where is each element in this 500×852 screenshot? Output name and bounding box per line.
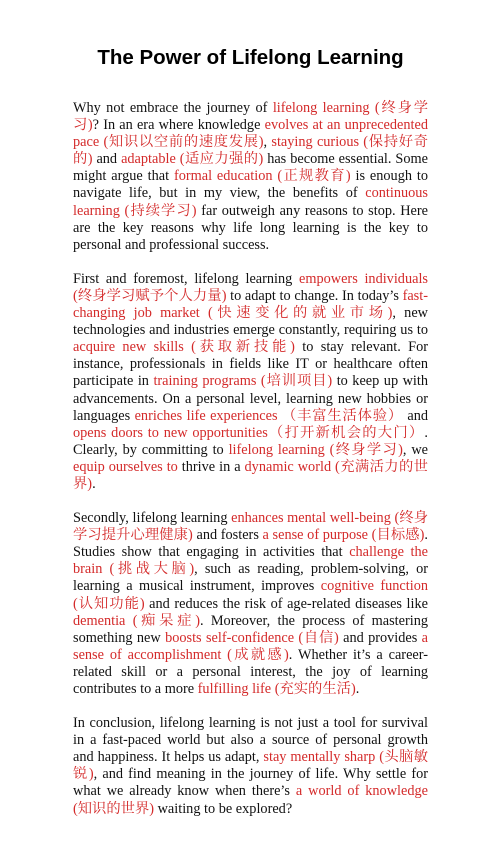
paragraph-text: and reduces the risk of age-related diseases like	[144, 595, 428, 612]
highlighted-phrase: a sense of accomplishment (成就感)	[73, 629, 428, 663]
paragraph-text: Secondly, lifelong learning	[73, 510, 232, 527]
highlighted-phrase: fast-changing job market (快速变化的就业市场)	[73, 287, 428, 322]
paragraph-text: has become essential. Some might argue that	[73, 151, 428, 185]
highlighted-phrase: continuous learning (持续学习)	[73, 185, 428, 219]
paragraph-text: ? In an era where knowledge	[92, 117, 265, 134]
highlighted-phrase: evolves at an unprecedented pace (知识以空前的速度发展)	[73, 117, 429, 151]
highlighted-phrase: enhances mental well-being (终身学习提升心理健康)	[73, 510, 429, 544]
highlighted-phrase: cognitive function (认知功能)	[73, 578, 429, 612]
highlighted-phrase: staying curious (保持好奇的)	[73, 134, 428, 168]
paragraph-text: waiting to be explored?	[154, 800, 293, 817]
paragraph-text: . Clearly, by committing to	[73, 424, 428, 458]
highlighted-phrase: fulfilling life (充实的生活)	[197, 681, 356, 697]
paragraph-conclusion	[73, 715, 428, 818]
highlighted-phrase: enriches life experiences （丰富生活体验）	[134, 407, 403, 424]
paragraph-text: to adapt to change. In today’s	[226, 287, 403, 304]
paragraph-text: , we	[402, 441, 428, 458]
paragraph-text: . Whether it’s a career-related skill or a personal interest, the joy of learning contributes to a more	[73, 646, 428, 697]
highlighted-phrase: a sense of purpose (目标感)	[262, 527, 425, 544]
paragraph-text: , and find meaning in the journey of life. Why settle for what we already know when there’s	[73, 766, 428, 800]
paragraph-text: , such as reading, problem-solving, or learning a musical instrument, improves	[73, 561, 428, 595]
paragraph-text: far outweigh any reasons to stop. Here are the key reasons why life long learning is the key to personal and professional success.	[73, 202, 428, 253]
highlighted-phrase: challenge the brain (挑战大脑)	[73, 544, 428, 578]
highlighted-phrase: acquire new skills (获取新技能)	[73, 339, 295, 356]
paragraph-text: and	[92, 151, 122, 168]
highlighted-phrase: equip ourselves to	[73, 458, 178, 475]
document-title: The Power of Lifelong Learning	[97, 46, 404, 69]
highlighted-phrase: lifelong learning (终身学习)	[73, 100, 428, 134]
highlighted-phrase: dementia (痴呆症)	[73, 612, 200, 629]
highlighted-phrase: formal education (正规教育)	[173, 168, 351, 185]
highlighted-phrase: boosts self-confidence (自信)	[165, 629, 339, 646]
highlighted-phrase: adaptable (适应力强的)	[121, 151, 264, 168]
paragraph-text: .	[355, 681, 360, 697]
highlighted-phrase: stay mentally sharp (头脑敏锐)	[73, 749, 428, 783]
highlighted-phrase: lifelong learning (终身学习)	[228, 441, 403, 458]
paragraph-text: and	[402, 407, 428, 424]
paragraph-text: and provides	[338, 629, 422, 646]
highlighted-phrase: dynamic world (充满活力的世界)	[73, 458, 428, 492]
paragraph-adaptation	[73, 271, 428, 493]
document-body	[73, 100, 428, 818]
highlighted-phrase: a world of knowledge (知识的世界)	[73, 783, 428, 817]
highlighted-phrase: opens doors to new opportunities（打开新机会的大门）	[73, 424, 425, 441]
paragraph-text: ,	[263, 134, 272, 151]
paragraph-text: and fosters	[192, 527, 263, 544]
highlighted-phrase: empowers individuals (终身学习赋予个人力量)	[73, 270, 428, 304]
paragraph-text: . Moreover, the process of mastering something new	[73, 612, 428, 646]
paragraph-text: , new technologies and industries emerge constantly, requiring us to	[73, 305, 428, 339]
paragraph-text: to keep up with advancements. On a personal level, learning new hobbies or languages	[73, 373, 428, 424]
paragraph-well-being	[73, 510, 428, 698]
highlighted-phrase: training programs (培训项目)	[153, 373, 333, 390]
paragraph-text: In conclusion, lifelong learning is not just a tool for survival in a fast-paced world but also a source of personal growth and happiness. It helps us adapt,	[73, 715, 428, 766]
paragraph-text: Why not embrace the journey of	[73, 100, 273, 116]
paragraph-text: First and foremost, lifelong learning	[73, 270, 299, 287]
paragraph-intro	[73, 100, 428, 254]
paragraph-text: . Studies show that engaging in activities that	[73, 527, 428, 561]
paragraph-text: to stay relevant. For instance, professionals in fields like IT or healthcare often participate in	[73, 339, 429, 390]
paragraph-text: thrive in a	[177, 458, 245, 475]
paragraph-text: .	[92, 475, 96, 492]
paragraph-text: is enough to navigate life, but in my view, the benefits of	[73, 168, 429, 202]
